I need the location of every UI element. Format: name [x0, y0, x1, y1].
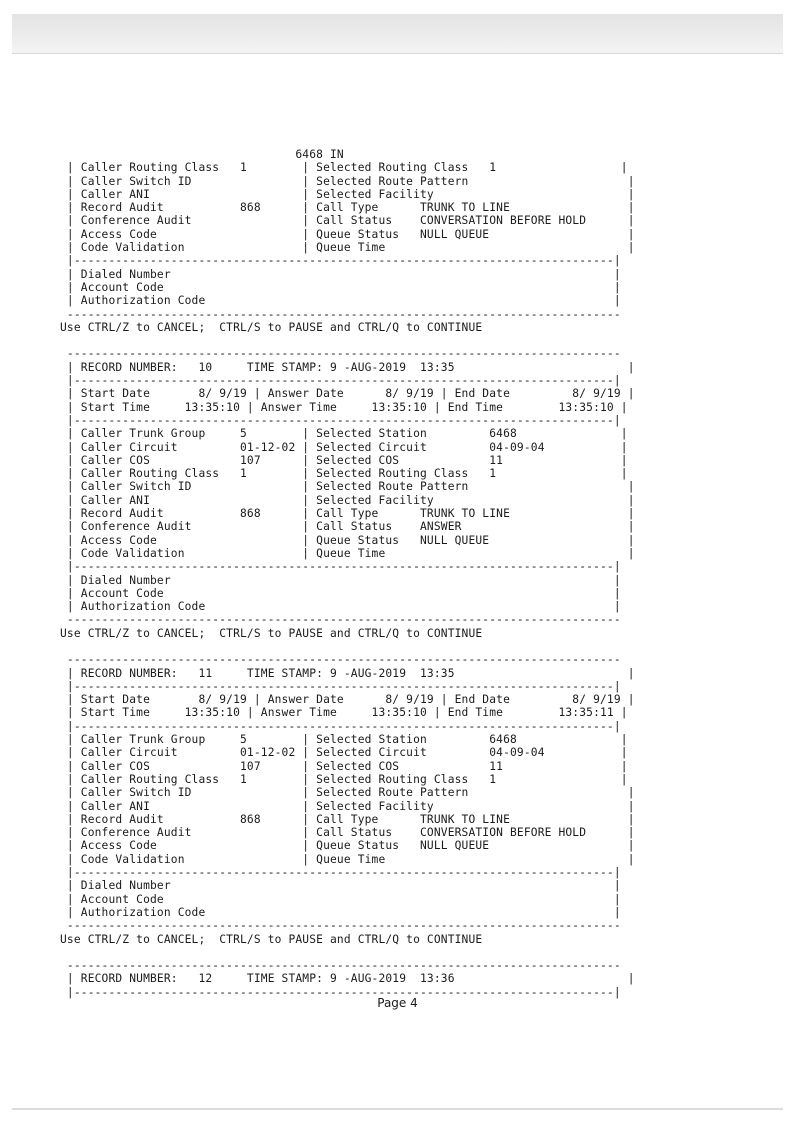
printout-line: | Start Time 13:35:10 | Answer Time 13:35:10 | End Time 13:35:11 | — [60, 706, 628, 720]
printout-line: Use CTRL/Z to CANCEL; CTRL/S to PAUSE and CTRL/Q to CONTINUE — [60, 320, 483, 334]
printout-line: -------------------------------------------------------------------------------- — [60, 959, 621, 973]
printout-line: -------------------------------------------------------------------------------- — [60, 653, 621, 667]
printout-line: Use CTRL/Z to CANCEL; CTRL/S to PAUSE and CTRL/Q to CONTINUE — [60, 626, 483, 640]
printout-line: | Code Validation | Queue Time | — [60, 241, 635, 255]
printout-line: | Code Validation | Queue Time | — [60, 852, 635, 866]
printout-line: | Caller Switch ID | Selected Route Pattern | — [60, 786, 635, 800]
printout-line: | Access Code | Queue Status NULL QUEUE | — [60, 533, 635, 547]
printout-line: | Start Time 13:35:10 | Answer Time 13:35:10 | End Time 13:35:10 | — [60, 400, 628, 414]
printout-line: |------------------------------------------------------------------------------| — [60, 985, 621, 999]
printout-line — [60, 946, 750, 959]
printout-line: | Start Date 8/ 9/19 | Answer Date 8/ 9/19 | End Date 8/ 9/19 | — [60, 387, 635, 401]
printout-line: | Conference Audit | Call Status CONVERSATION BEFORE HOLD | — [60, 214, 635, 228]
printout-line: | Caller Trunk Group 5 | Selected Station 6468 | — [60, 427, 628, 441]
printout-line: | Caller Trunk Group 5 | Selected Station 6468 | — [60, 733, 628, 747]
page-number: Page 4 — [377, 996, 418, 1010]
printout-line: | Record Audit 868 | Call Type TRUNK TO LINE | — [60, 812, 635, 826]
printout-line: |------------------------------------------------------------------------------| — [60, 413, 621, 427]
printout-line: | Caller Routing Class 1 | Selected Routing Class 1 | — [60, 772, 628, 786]
printout-line: | Authorization Code | — [60, 905, 621, 919]
printout-line: | Caller COS 107 | Selected COS 11 | — [60, 453, 628, 467]
printout-line: | Start Date 8/ 9/19 | Answer Date 8/ 9/19 | End Date 8/ 9/19 | — [60, 693, 635, 707]
scan-top-edge — [12, 14, 783, 54]
printout-line: |------------------------------------------------------------------------------| — [60, 866, 621, 880]
printout-line: -------------------------------------------------------------------------------- — [60, 613, 621, 627]
printout-line: | Account Code | — [60, 892, 621, 906]
call-record-printout — [60, 148, 750, 999]
printout-line: | Dialed Number | — [60, 267, 621, 281]
printout-line: | Access Code | Queue Status NULL QUEUE | — [60, 227, 635, 241]
printout-line: | Dialed Number | — [60, 573, 621, 587]
printout-line: | Record Audit 868 | Call Type TRUNK TO LINE | — [60, 201, 635, 215]
scan-bottom-edge — [12, 1108, 783, 1110]
printout-line: -------------------------------------------------------------------------------- — [60, 919, 621, 933]
printout-line: | RECORD NUMBER: 12 TIME STAMP: 9 -AUG-2019 13:36 | — [60, 972, 635, 986]
printout-line: |------------------------------------------------------------------------------| — [60, 560, 621, 574]
printout-line: 6468 IN — [60, 148, 344, 161]
printout-line: |------------------------------------------------------------------------------| — [60, 679, 621, 693]
printout-line: | Account Code | — [60, 586, 621, 600]
printout-line: | Caller ANI | Selected Facility | — [60, 493, 635, 507]
printout-line: | Authorization Code | — [60, 600, 621, 614]
printout-line: | Caller ANI | Selected Facility | — [60, 799, 635, 813]
printout-line: | Caller Routing Class 1 | Selected Routing Class 1 | — [60, 161, 628, 175]
printout-line: | Caller Circuit 01-12-02 | Selected Circuit 04-09-04 | — [60, 746, 628, 760]
printout-line: | Record Audit 868 | Call Type TRUNK TO LINE | — [60, 507, 635, 521]
printout-line: | Code Validation | Queue Time | — [60, 546, 635, 560]
printout-line: Use CTRL/Z to CANCEL; CTRL/S to PAUSE and CTRL/Q to CONTINUE — [60, 932, 483, 946]
printout-line: | Conference Audit | Call Status ANSWER | — [60, 520, 635, 534]
printout-line — [60, 334, 750, 347]
printout-line: | Caller COS 107 | Selected COS 11 | — [60, 759, 628, 773]
printout-line: | Caller ANI | Selected Facility | — [60, 187, 635, 201]
printout-line: | Caller Circuit 01-12-02 | Selected Circuit 04-09-04 | — [60, 440, 628, 454]
printout-line: | Account Code | — [60, 280, 621, 294]
printout-line: -------------------------------------------------------------------------------- — [60, 307, 621, 321]
printout-line: | RECORD NUMBER: 10 TIME STAMP: 9 -AUG-2019 13:35 | — [60, 360, 635, 374]
printout-line: | Conference Audit | Call Status CONVERSATION BEFORE HOLD | — [60, 826, 635, 840]
printout-line: -------------------------------------------------------------------------------- — [60, 347, 621, 361]
printout-line: | Dialed Number | — [60, 879, 621, 893]
printout-line: | Caller Switch ID | Selected Route Pattern | — [60, 480, 635, 494]
printout-line — [60, 640, 750, 653]
printout-line: | RECORD NUMBER: 11 TIME STAMP: 9 -AUG-2019 13:35 | — [60, 666, 635, 680]
printout-line: | Authorization Code | — [60, 294, 621, 308]
printout-line: |------------------------------------------------------------------------------| — [60, 719, 621, 733]
printout-line: |------------------------------------------------------------------------------| — [60, 254, 621, 268]
printout-line: |------------------------------------------------------------------------------| — [60, 374, 621, 388]
printout-line: | Caller Routing Class 1 | Selected Routing Class 1 | — [60, 467, 628, 481]
printout-line: | Caller Switch ID | Selected Route Pattern | — [60, 174, 635, 188]
printout-line: | Access Code | Queue Status NULL QUEUE | — [60, 839, 635, 853]
